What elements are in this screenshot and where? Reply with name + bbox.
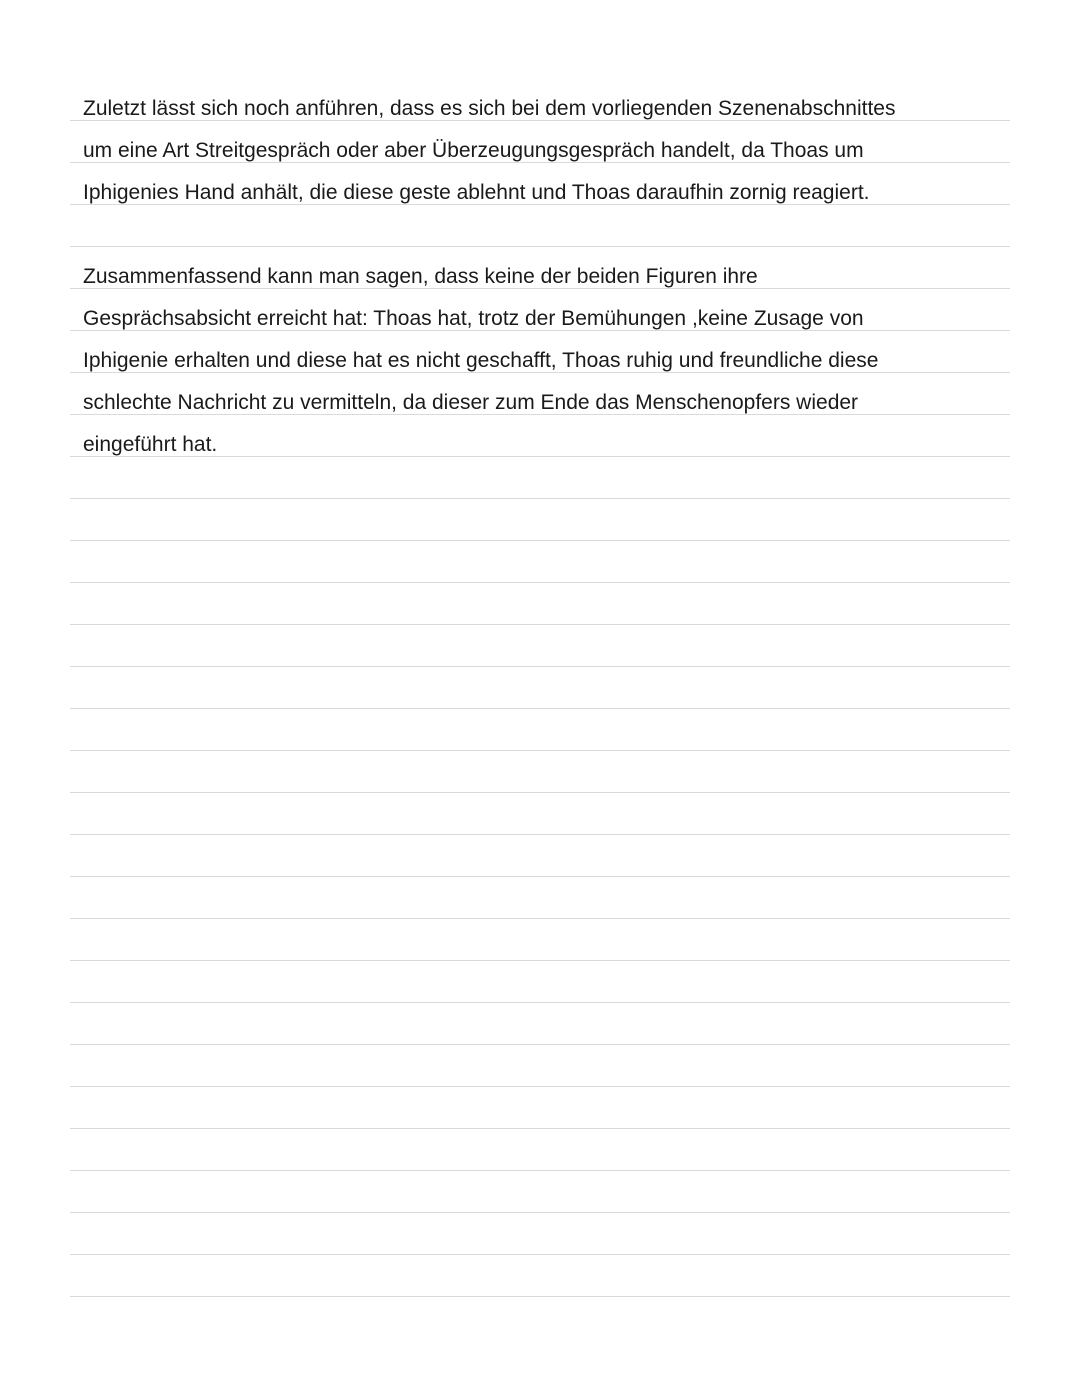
ruled-line <box>70 624 1010 625</box>
ruled-line <box>70 246 1010 247</box>
ruled-line <box>70 876 1010 877</box>
ruled-line <box>70 540 1010 541</box>
ruled-line <box>70 1170 1010 1171</box>
text-line: schlechte Nachricht zu vermitteln, da dieser zum Ende das Menschenopfers wieder <box>83 391 859 414</box>
ruled-line <box>70 1212 1010 1213</box>
ruled-line <box>70 918 1010 919</box>
ruled-line <box>70 1296 1010 1297</box>
ruled-line <box>70 960 1010 961</box>
text-line: eingeführt hat. <box>83 433 218 456</box>
ruled-line <box>70 666 1010 667</box>
text-line: Iphigenie erhalten und diese hat es nicht geschafft, Thoas ruhig und freundliche diese <box>83 349 879 372</box>
ruled-line <box>70 708 1010 709</box>
text-line: um eine Art Streitgespräch oder aber Überzeugungsgespräch handelt, da Thoas um <box>83 139 864 162</box>
ruled-line <box>70 1086 1010 1087</box>
ruled-line <box>70 1002 1010 1003</box>
text-line: Zusammenfassend kann man sagen, dass keine der beiden Figuren ihre <box>83 265 758 288</box>
text-line: Iphigenies Hand anhält, die diese geste ablehnt und Thoas daraufhin zornig reagiert. <box>83 181 870 204</box>
ruled-line <box>70 1254 1010 1255</box>
ruled-line <box>70 792 1010 793</box>
ruled-line <box>70 750 1010 751</box>
text-line: Zuletzt lässt sich noch anführen, dass es sich bei dem vorliegenden Szenenabschnittes <box>83 97 896 120</box>
ruled-line <box>70 1044 1010 1045</box>
text-line: Gesprächsabsicht erreicht hat: Thoas hat, trotz der Bemühungen ,keine Zusage von <box>83 307 864 330</box>
ruled-line <box>70 498 1010 499</box>
ruled-line <box>70 1128 1010 1129</box>
ruled-line <box>70 834 1010 835</box>
ruled-line <box>70 582 1010 583</box>
